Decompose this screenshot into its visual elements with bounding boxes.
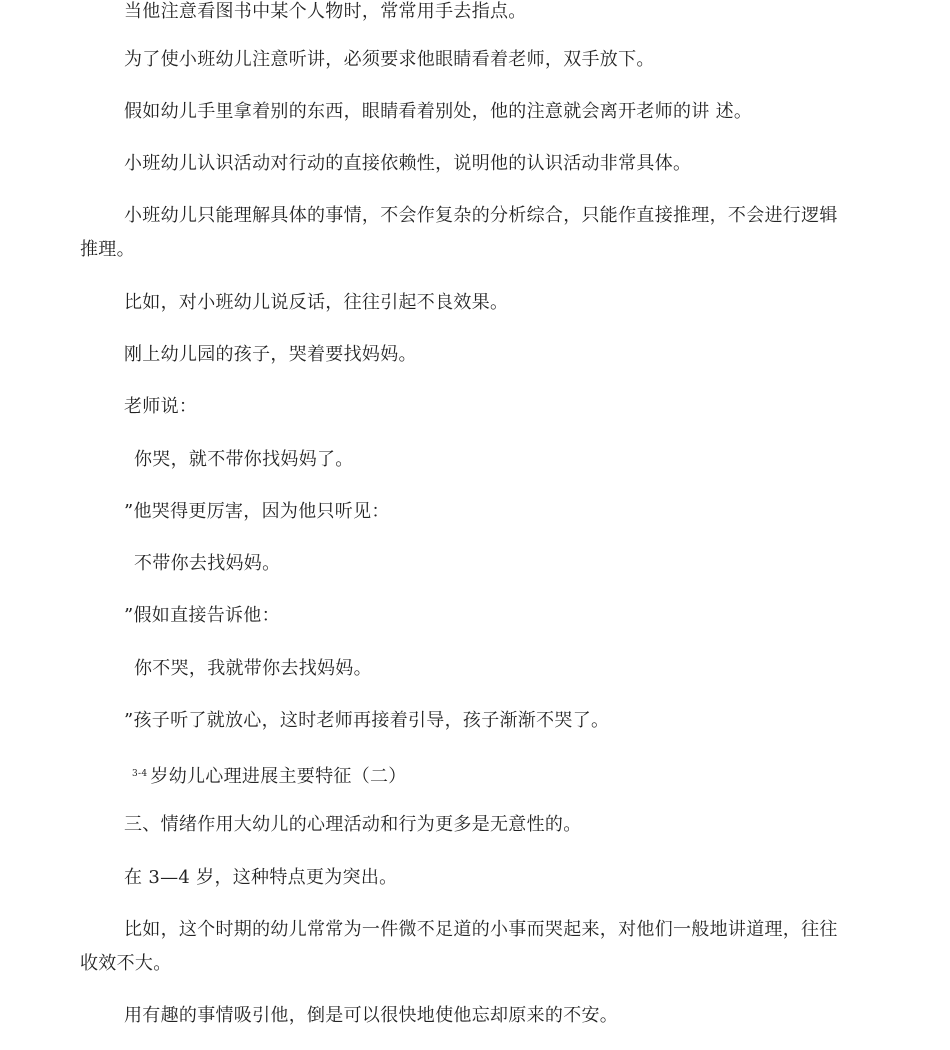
section-heading <box>132 757 407 794</box>
paragraph: 当他注意看图书中某个人物时，常常用手去指点。 <box>124 1 527 22</box>
paragraph: 老师说： <box>124 396 198 417</box>
quote-line: 不带你去找妈妈。 <box>134 553 281 574</box>
paragraph: 假如幼儿手里拿着别的东西，眼睛看着别处，他的注意就会离开老师的讲 述。 <box>124 101 753 122</box>
paragraph: 比如，对小班幼儿说反话，往往引起不良效果。 <box>124 292 509 313</box>
paragraph: 小班幼儿认识活动对行动的直接依赖性，说明他的认识活动非常具体。 <box>124 153 692 174</box>
paragraph: 小班幼儿只能理解具体的事情，不会作复杂的分析综合，只能作直接推理，不会进行逻辑推理。 <box>80 205 838 260</box>
paragraph: ”他哭得更厉害，因为他只听见： <box>124 501 390 522</box>
paragraph: 在 3—4 岁，这种特点更为突出。 <box>124 867 398 888</box>
section-heading-text: 岁幼儿心理进展主要特征（二） <box>150 766 407 787</box>
paragraph: ”孩子听了就放心，这时老师再接着引导，孩子渐渐不哭了。 <box>124 710 610 731</box>
quote-line: 你不哭，我就带你去找妈妈。 <box>134 658 372 679</box>
paragraph: ”假如直接告诉他： <box>124 605 280 626</box>
paragraph: 刚上幼儿园的孩子，哭着要找妈妈。 <box>124 344 417 365</box>
paragraph: 三、情绪作用大幼儿的心理活动和行为更多是无意性的。 <box>124 814 582 835</box>
section-heading-prefix: 3-4 <box>132 769 148 779</box>
quote-line: 你哭，就不带你找妈妈了。 <box>134 449 354 470</box>
paragraph: 为了使小班幼儿注意听讲，必须要求他眼睛看着老师，双手放下。 <box>124 49 655 70</box>
paragraph: 用有趣的事情吸引他，倒是可以很快地使他忘却原来的不安。 <box>124 1005 619 1026</box>
paragraph: 比如，这个时期的幼儿常常为一件微不足道的小事而哭起来，对他们一般地讲道理，往往收效不大。 <box>80 919 838 974</box>
